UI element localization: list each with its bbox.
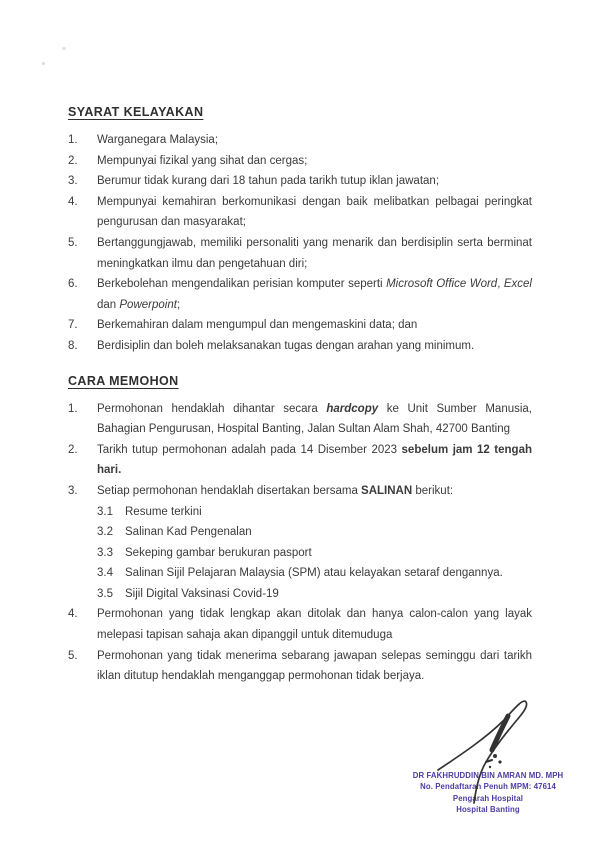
text-segment: Tarikh tutup permohonan adalah pada 14 Disember 2023	[97, 443, 402, 456]
text-segment: Permohonan hendaklah dihantar secara	[97, 402, 327, 415]
list-item	[68, 604, 532, 645]
item-number: 7.	[68, 319, 78, 332]
text-segment: Warganegara Malaysia;	[97, 134, 219, 146]
item-text	[97, 440, 532, 481]
list-item	[68, 315, 532, 336]
item-number: 1.	[68, 402, 78, 415]
list-item	[68, 274, 532, 315]
sub-list-item	[97, 502, 532, 523]
text-segment: Berkemahiran dalam mengumpul dan mengemaskini data; dan	[97, 319, 418, 332]
list-item	[68, 440, 532, 481]
text-segment: ;	[176, 298, 181, 311]
document-body	[68, 104, 532, 703]
item-text	[97, 604, 532, 645]
sub-item-text: Sijil Digital Vaksinasi Covid-19	[125, 587, 279, 600]
list-item	[68, 399, 532, 440]
item-text	[97, 315, 532, 336]
text-segment: Permohonan yang tidak lengkap akan ditolak dan hanya calon-calon yang layak melepasi tapisan sahaja akan dipanggil untuk ditemuduga	[97, 608, 532, 642]
item-text	[97, 130, 532, 151]
text-segment: Excel	[503, 278, 532, 291]
text-segment: Permohonan yang tidak menerima sebarang jawapan selepas seminggu dari tarikh iklan ditutup hendaklah menganggap permohonan tidak berjaya.	[97, 649, 532, 683]
text-segment: SALINAN	[361, 484, 413, 497]
item-number: 4.	[68, 195, 78, 208]
sub-item-number: 3.5	[97, 587, 113, 600]
list-item	[68, 130, 532, 151]
list-item	[68, 151, 532, 172]
item-text	[97, 481, 532, 502]
section-heading: SYARAT KELAYAKAN	[68, 105, 204, 119]
text-segment: Mempunyai kemahiran berkomunikasi dengan baik melibatkan pelbagai peringkat pengurusan dan masyarakat;	[97, 195, 532, 229]
item-number: 8.	[68, 339, 78, 352]
item-number: 1.	[68, 134, 78, 146]
sub-list-item	[97, 522, 532, 543]
sub-list-item	[97, 584, 532, 605]
item-number: 5.	[68, 649, 78, 662]
sub-item-text: Salinan Kad Pengenalan	[125, 526, 252, 539]
list-item	[68, 336, 532, 357]
item-text	[97, 336, 532, 357]
item-text	[97, 399, 532, 440]
sub-item-text: Sekeping gambar berukuran pasport	[125, 546, 312, 559]
stamp-line: No. Pendaftaran Penuh MPM: 47614	[420, 782, 556, 792]
stamp-line: Pengarah Hospital	[452, 793, 524, 803]
item-text	[97, 192, 532, 233]
text-segment: Mempunyai fizikal yang sihat dan cergas;	[97, 154, 308, 167]
list-item	[68, 646, 532, 687]
sub-item-number: 3.3	[97, 546, 113, 559]
text-segment: Powerpoint	[119, 298, 177, 311]
section-1	[68, 104, 532, 357]
text-segment: dan	[97, 298, 120, 311]
item-number: 6.	[68, 278, 78, 291]
item-text	[97, 233, 532, 274]
sub-item-number: 3.1	[97, 505, 113, 518]
text-segment: Berkebolehan mengendalikan perisian komputer seperti	[97, 278, 387, 291]
list-item	[68, 192, 532, 233]
signature-block	[402, 692, 574, 815]
text-segment: Setiap permohonan hendaklah disertakan bersama	[97, 484, 362, 497]
section-2	[68, 373, 532, 687]
sub-item-text: Resume terkini	[125, 505, 202, 518]
item-number: 3.	[68, 484, 78, 497]
sub-item-number: 3.2	[97, 526, 113, 539]
item-text	[97, 171, 532, 192]
item-number: 5.	[68, 236, 78, 249]
scan-artifact	[62, 47, 66, 50]
text-segment: berikut:	[412, 484, 454, 497]
text-segment: Bertanggungjawab, memiliki personaliti yang menarik dan berdisiplin serta berminat meningkatkan ilmu dan pengetahuan diri;	[97, 236, 532, 270]
signature-icon	[428, 692, 548, 804]
item-number: 2.	[68, 154, 78, 167]
item-number: 4.	[68, 608, 78, 621]
list-item	[68, 171, 532, 192]
item-text	[97, 274, 532, 315]
scan-artifact	[42, 62, 45, 65]
text-segment: Berdisiplin dan boleh melaksanakan tugas dengan arahan yang minimum.	[97, 339, 475, 352]
stamp-line: DR FAKHRUDDIN BIN AMRAN MD. MPH	[412, 771, 564, 780]
text-segment: Microsoft Office Word	[386, 278, 498, 291]
item-number: 2.	[68, 443, 78, 456]
text-segment: hardcopy	[326, 402, 379, 415]
text-segment: ,	[497, 278, 504, 291]
section-heading: CARA MEMOHON	[68, 373, 179, 388]
text-segment: Berumur tidak kurang dari 18 tahun pada tarikh tutup iklan jawatan;	[97, 175, 440, 188]
sub-list-item	[97, 563, 532, 584]
list-item	[68, 233, 532, 274]
item-text	[97, 646, 532, 687]
sub-item-text: Salinan Sijil Pelajaran Malaysia (SPM) atau kelayakan setaraf dengannya.	[125, 567, 503, 580]
stamp-line: Hospital Banting	[456, 804, 520, 814]
text-segment: sebelum jam 12 tengah hari.	[97, 443, 532, 477]
text-segment: ke Unit Sumber Manusia, Bahagian Pengurusan, Hospital Banting, Jalan Sultan Alam Shah, 42700 Banting	[97, 402, 533, 436]
list-item	[68, 481, 532, 502]
sub-list-item	[97, 543, 532, 564]
item-text	[97, 151, 532, 172]
sub-item-number: 3.4	[97, 567, 113, 580]
item-number: 3.	[68, 175, 78, 188]
